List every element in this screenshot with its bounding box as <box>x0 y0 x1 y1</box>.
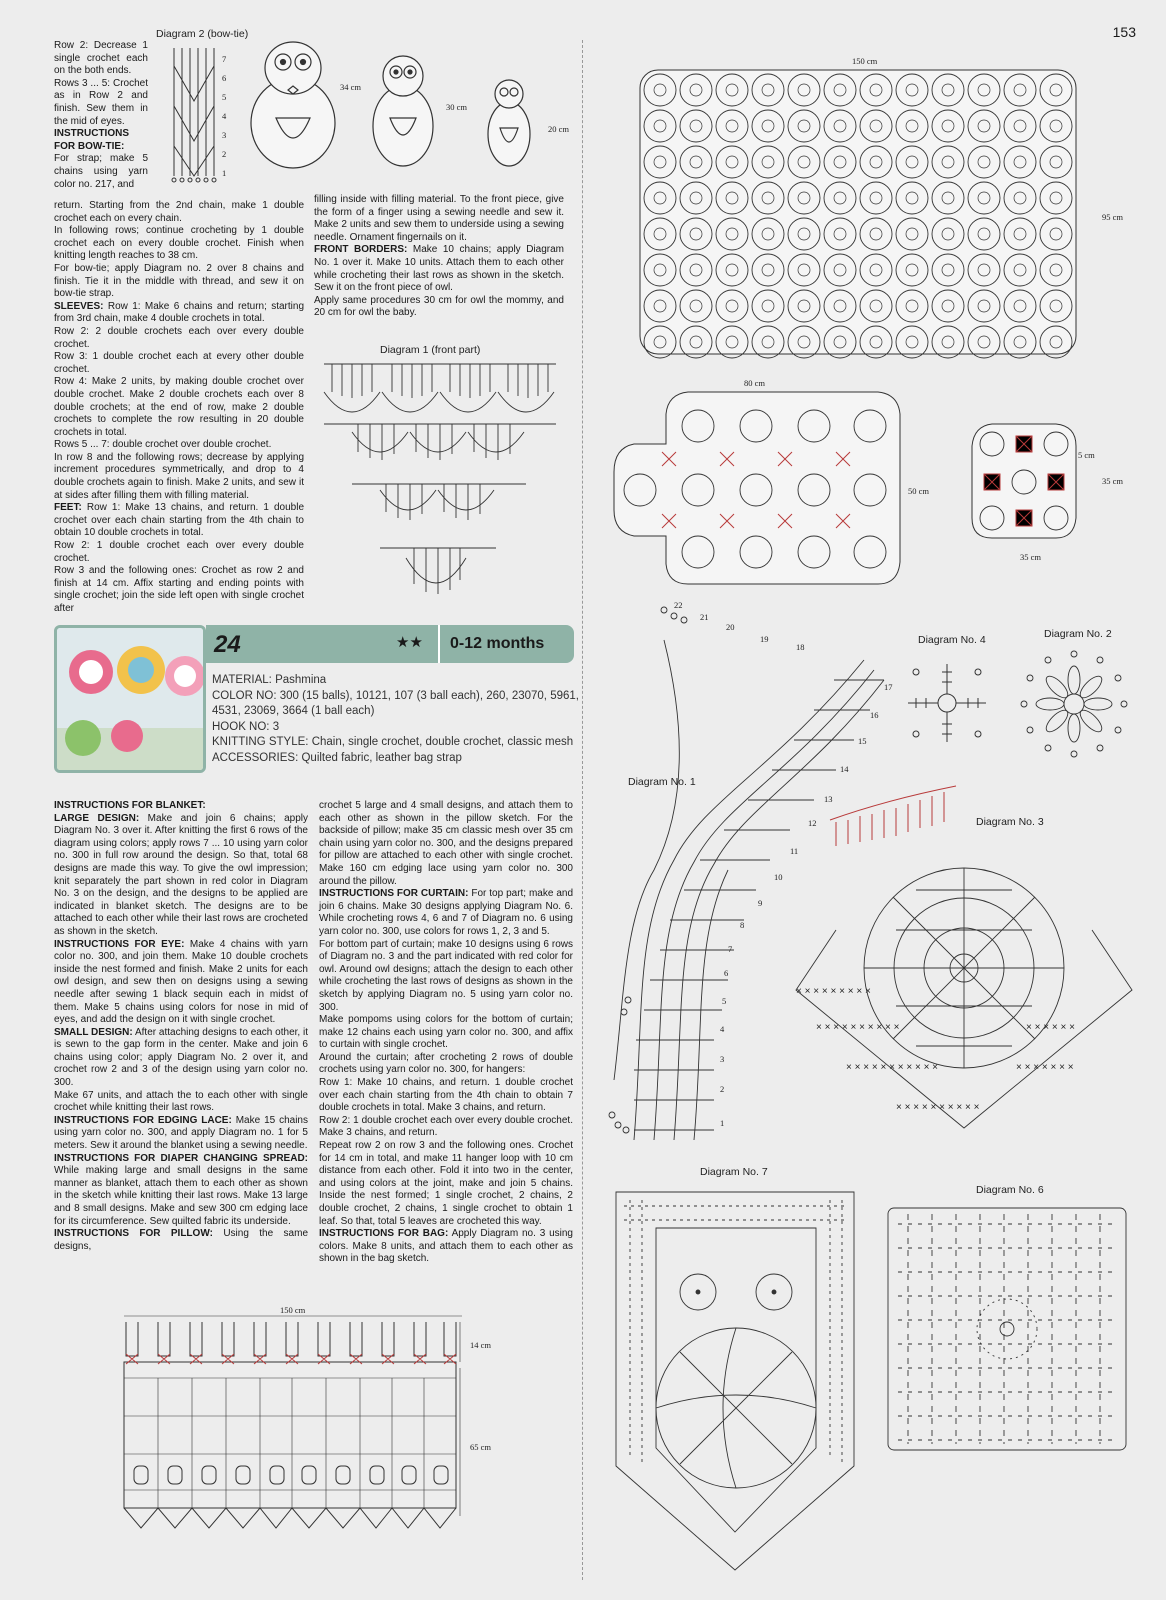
diagram-no-6-label: Diagram No. 6 <box>976 1184 1044 1196</box>
row-number: 3 <box>222 130 227 140</box>
owl-small-dim: 20 cm <box>548 124 570 134</box>
paragraph: Row 2: 1 double crochet each over every double crochet. <box>54 540 304 564</box>
heading: INSTRUCTIONS FOR PILLOW: <box>54 1228 213 1240</box>
svg-text:× × × × × ×: × × × × × × <box>1026 1022 1075 1033</box>
row-number: 3 <box>720 1054 725 1064</box>
diagram-4-chart <box>904 660 990 746</box>
row-number: 16 <box>870 710 879 720</box>
paragraph: Make 10 chains; apply Diagram No. 1 over it. Make 10 units. Attach them to each other while crocheting their last rows as shown in the sketch. Sew it on the front piece of owl. <box>314 244 564 294</box>
owl-medium-sketch <box>370 52 436 168</box>
title-bar-separator <box>438 625 440 663</box>
photo-owls-illustration <box>57 628 203 770</box>
paragraph: Row 2: Decrease 1 single crochet each on the both ends. <box>54 40 148 77</box>
heading: FEET: <box>54 502 82 514</box>
paragraph: Rows 3 ... 5: Crochet as in Row 2 and finish. Sew them in the mid of eyes. <box>54 77 148 127</box>
row-number: 11 <box>790 846 799 856</box>
paragraph: Apply Diagram no. 3 using colors. Make 8 units, and attach them to each other as shown in the bag sketch. <box>319 1228 573 1265</box>
heading: INSTRUCTIONS FOR EYE: <box>54 938 185 950</box>
paragraph: Row 2: 1 double crochet each over every double crochet. Make 3 chains, and return. <box>319 1114 573 1139</box>
paragraph: Row 4: Make 2 units, by making double crochet over double crochet. Make 2 double crochets each over 8 double crochets; at the end of row, make 2 double crochets to complete the row resulting in 20 double crochets in total. <box>54 376 304 438</box>
hook-key: HOOK NO: <box>212 720 270 733</box>
pillow-small-dim: 5 cm <box>1078 450 1095 460</box>
row-number: 18 <box>796 642 805 652</box>
paragraph: Rows 5 ... 7: double crochet over double crochet. <box>54 439 272 451</box>
pillow-height-dim: 35 cm <box>1102 476 1124 486</box>
spread-sketch <box>608 386 908 592</box>
row-number: 15 <box>858 736 867 746</box>
diagram-2-chart <box>1016 646 1132 762</box>
heading: SMALL DESIGN: <box>54 1026 133 1038</box>
blanket-sketch <box>636 66 1096 366</box>
pattern-number: 24 <box>214 631 241 658</box>
hook-value: 3 <box>272 720 280 733</box>
paragraph: For strap; make 5 chains using yarn color no. 217, and <box>54 153 148 190</box>
diagram-no-7-label: Diagram No. 7 <box>700 1166 768 1178</box>
heading: LARGE DESIGN: <box>54 812 140 824</box>
curtain-sketch <box>118 1316 468 1546</box>
diagram-3-chart <box>786 780 1142 1166</box>
material-key: MATERIAL: <box>212 674 272 686</box>
accessories-key: ACCESSORIES: <box>212 751 299 764</box>
age-range: 0-12 months <box>450 635 545 652</box>
diagram-1-front-label: Diagram 1 (front part) <box>380 344 481 356</box>
row-scale <box>222 50 226 183</box>
text-column-a-top <box>54 40 148 191</box>
paragraph: Make 15 chains using yarn color no. 300, and apply Diagram no. 1 for 5 meters. Sew it around the blanket using a sewing needle. <box>54 1114 308 1152</box>
diagram-no-2-label: Diagram No. 2 <box>1044 628 1112 640</box>
row-number: 7 <box>222 54 227 64</box>
row-number: 5 <box>722 996 727 1006</box>
diagram-7-chart <box>610 1186 860 1576</box>
text-column-a <box>54 200 304 616</box>
row-number: 1 <box>222 168 227 178</box>
column-divider <box>582 40 583 1580</box>
paragraph: Row 2: 2 double crochets each over every double crochet. <box>54 325 304 350</box>
row-number: 17 <box>884 682 893 692</box>
spread-width-dim: 80 cm <box>744 378 766 388</box>
paragraph: In row 8 and the following rows; decrease by applying increment procedures symmetrically, and drop to 4 double crochets again to finish. Make 2 units, and sew it at sides after filling them with filling material. <box>54 451 304 501</box>
material-value: Pashmina <box>275 674 327 686</box>
paragraph: In following rows; continue crocheting by 1 double crochet each on every double crochet. Finish when knitting length reaches to 38 cm. <box>54 225 304 262</box>
curtain-top-dim: 14 cm <box>470 1340 492 1350</box>
paragraph: Make 67 units, and attach the to each other with single crochet while knitting their last rows. <box>54 1089 308 1114</box>
heading: INSTRUCTIONS FOR CURTAIN: <box>319 888 469 900</box>
paragraph: Row 3: 1 double crochet each at every other double crochet. <box>54 351 304 375</box>
paragraph: Around the curtain; after crocheting 2 rows of double crochets using yarn color no. 300, for hangers: <box>319 1051 573 1076</box>
pillow-width-dim: 35 cm <box>1020 552 1042 562</box>
heading: INSTRUCTIONS FOR EDGING LACE: <box>54 1114 232 1126</box>
paragraph: Row 3 and the following ones: Crochet as row 2 and finish at 14 cm. Affix starting and ending points with single crochet; join the side left open with single crochet after <box>54 565 304 614</box>
row-number: 4 <box>222 111 227 121</box>
paragraph: Make and join 6 chains; apply Diagram No. 3 over it. After knitting the first 6 rows of the diagram using colors; apply rows 7 ... 10 using yarn color no. 300 in full row around the design. So that, total 68 designs are made this way. To give the owl impression; knit separately the part shown in red color in Diagram No. 3 on the design, and the designs to be applied are indicated in blanket sketch. The designs are to be attached to each other while their last rows are crocheted as shown in the sketch. <box>54 812 309 937</box>
pillow-sketch <box>968 420 1080 544</box>
svg-text:× × × × × × × × × ×: × × × × × × × × × × <box>816 1022 900 1033</box>
materials-list <box>212 673 582 766</box>
row-number: 1 <box>720 1118 725 1128</box>
paragraph: Row 1: Make 6 chains and return; starting from 3rd chain, make 4 double crochets in total. <box>54 300 305 325</box>
pattern-photo <box>54 625 206 773</box>
curtain-width-dim: 150 cm <box>280 1305 306 1315</box>
curtain-height-dim: 65 cm <box>470 1442 492 1452</box>
row-number: 6 <box>724 968 729 978</box>
diagram-no-1-label: Diagram No. 1 <box>628 776 696 788</box>
paragraph: After attaching designs to each other, it is sewn to the gap form in the center. Make and join 6 chains using color; apply Diagram No. 2 over it, and crochet row 2 and 3 of the design using yarn color no. 300. <box>54 1026 308 1089</box>
svg-text:× × × × × × ×: × × × × × × × <box>1016 1062 1074 1073</box>
diagram-2-bowtie-label: Diagram 2 (bow-tie) <box>156 28 249 40</box>
paragraph: Make 4 chains with yarn color no. 300, and join them. Make 10 double crochets inside the nest formed and finish. Make 2 units for each owl design, and sew then on designs using a sewing needle after sewing 1 black sequin each in midst of them. Make 5 chains using colors for nose in mid of eyes, and add the design on it with single crochet. <box>54 938 308 1026</box>
svg-text:× × × × × × × × × × ×: × × × × × × × × × × × <box>846 1062 939 1073</box>
row-number: 10 <box>774 872 783 882</box>
row-number: 9 <box>758 898 763 908</box>
paragraph: Row 1: Make 10 chains, and return. 1 double crochet over each chain starting from the 4th chain to obtain 7 double crochets in total. Make 3 chains, and return. <box>319 1077 573 1114</box>
pattern-header <box>54 625 579 772</box>
heading: INSTRUCTIONS FOR BLANKET: <box>54 800 206 811</box>
svg-text:× × × × × × × × ×: × × × × × × × × × <box>796 986 871 997</box>
row-number: 5 <box>222 92 227 102</box>
paragraph: Repeat row 2 on row 3 and the following ones. Crochet for 14 cm in total, and make 11 hanger loop with 10 cm distance from each other. Fold it into two in the center, and using colors at the joint, make and join 5 chains. Inside the nest formed; 1 single crochet, 2 chains, 2 double crochet, 2 chains, 1 single crochet to obtain 1 leaf. So that, total 5 leaves are crocheted this way. <box>319 1140 573 1227</box>
heading: INSTRUCTIONS FOR DIAPER CHANGING SPREAD: <box>54 1152 308 1164</box>
owl-large-dim: 34 cm <box>340 82 362 92</box>
paragraph: filling inside with filling material. To the front piece, give the form of a finger using a sewing needle and sew it. Make 2 units and sew them to underside using a sewing needle. Ornament fingernails on it. <box>314 194 564 243</box>
row-number: 19 <box>760 634 769 644</box>
blanket-width-dim: 150 cm <box>852 56 878 66</box>
heading: INSTRUCTIONS FOR BAG: <box>319 1228 449 1240</box>
color-key: COLOR NO: <box>212 689 277 702</box>
row-number: 8 <box>740 920 745 930</box>
blanket-height-dim: 95 cm <box>1102 212 1124 222</box>
paragraph: Make pompoms using colors for the bottom of curtain; make 12 chains each using yarn color no. 300, and affix to curtain with single crochet. <box>319 1014 573 1051</box>
row-number: 7 <box>728 944 733 954</box>
owl-small-sketch <box>486 76 532 168</box>
owl-large-sketch <box>248 38 338 170</box>
row-number: 20 <box>726 622 735 632</box>
front-part-chart <box>322 362 562 612</box>
paragraph: For bottom part of curtain; make 10 designs using 6 rows of Diagram no. 3 and the part indicated with red color for owl. Around owl designs; attach the design to each other while crocheting the last rows of designs as shown in the sketch by applying Diagram no. 5 using yarn color no. 300. <box>319 938 573 1013</box>
paragraph: For bow-tie; apply Diagram no. 2 over 8 chains and finish. Tie it in the middle with thread, and sew it on bow-tie strap. <box>54 262 304 300</box>
heading: FRONT BORDERS: <box>314 244 408 256</box>
diagram-no-3-label: Diagram No. 3 <box>976 816 1044 828</box>
heading: SLEEVES: <box>54 300 104 312</box>
text-column-d <box>319 800 573 1266</box>
text-column-b-top <box>314 194 564 320</box>
paragraph: return. Starting from the 2nd chain, make 1 double crochet each on every chain. <box>54 200 304 224</box>
paragraph: Apply same procedures 30 cm for owl the mommy, and 20 cm for owl the baby. <box>314 294 564 319</box>
diagram-no-4-label: Diagram No. 4 <box>918 634 986 646</box>
svg-text:× × × × × × × × × ×: × × × × × × × × × × <box>896 1102 980 1113</box>
row-number: 21 <box>700 612 709 622</box>
page-number: 153 <box>1112 24 1136 40</box>
paragraph: For top part; make and join 6 chains. Make 30 designs applying Diagram No. 6. While crocheting rows 4, 6 and 7 of Diagram no. 6 using yarn color no. 300, use colors for rows 1, 2, 3 and 5. <box>319 888 574 937</box>
row-number: 13 <box>824 794 833 804</box>
difficulty-stars: ★★ <box>396 634 423 651</box>
color-value: 300 (15 balls), 10121, 107 (3 ball each), 260, 23070, 5961, 4531, 23069, 3664 (1 ball each) <box>212 689 579 717</box>
owl-medium-dim: 30 cm <box>446 102 468 112</box>
accessories-value: Quilted fabric, leather bag strap <box>301 751 462 764</box>
row-number: 12 <box>808 818 817 828</box>
spread-height-dim: 50 cm <box>908 486 930 496</box>
paragraph: Using the same designs, <box>54 1228 309 1252</box>
style-key: KNITTING STYLE: <box>212 736 309 748</box>
row-number: 2 <box>720 1084 725 1094</box>
text-column-c <box>54 800 308 1253</box>
row-number: 4 <box>720 1024 725 1034</box>
style-value: Chain, single crochet, double crochet, classic mesh <box>311 736 574 748</box>
row-number: 14 <box>840 764 849 774</box>
heading: INSTRUCTIONS FOR BOW-TIE: <box>54 128 129 152</box>
paragraph: Row 1: Make 13 chains, and return. 1 double crochet over each chain starting from the 4th chain to obtain 10 double crochets in total. <box>54 502 305 539</box>
paragraph: While making large and small designs in the same manner as blanket, attach them to each other as shown in the sketch while knitting their last rows. Make 13 large and 8 small designs. Make and sew 300 cm edging lace for its circumference. Sew quilted fabric its underside. <box>54 1165 308 1227</box>
paragraph: crochet 5 large and 4 small designs, and attach them to each other as shown in the pillow sketch. For the backside of pillow; make 35 cm classic mesh over 35 cm chain using yarn color no. 300, and the designs prepared for pillow are attached to each other with single crochet. Make 160 cm edging lace using yarn color no. 300 around the pillow. <box>319 800 573 887</box>
diagram-6-chart <box>884 1204 1130 1454</box>
row-number: 22 <box>674 600 683 610</box>
row-number: 6 <box>222 73 227 83</box>
row-number: 2 <box>222 149 227 159</box>
